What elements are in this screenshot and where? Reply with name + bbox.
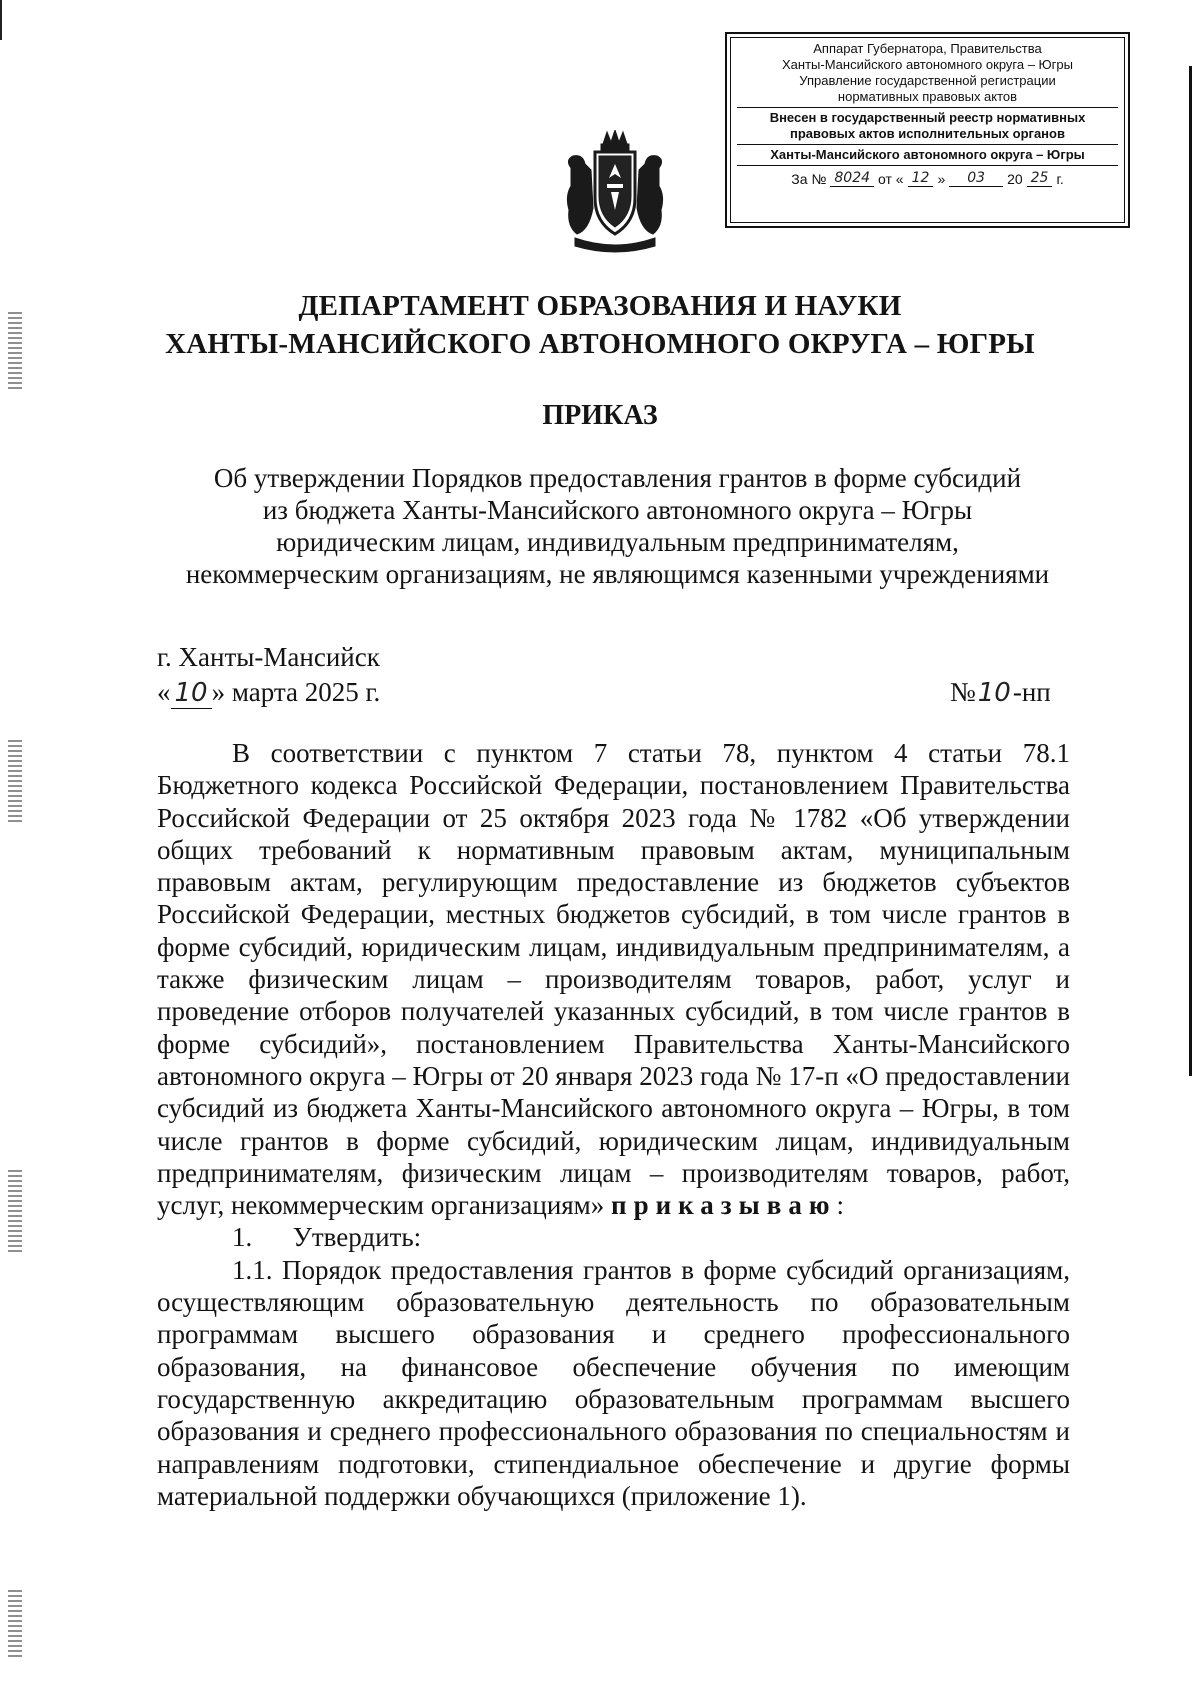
stamp-from-label: от « bbox=[878, 171, 904, 187]
department-heading bbox=[0, 287, 1200, 363]
stamp-date-line bbox=[731, 170, 1124, 187]
prikazyvayu-word: приказываю bbox=[611, 1190, 837, 1221]
date-open-quote: « bbox=[157, 677, 171, 707]
item-1-1-paragraph: 1.1. Порядок предоставления грантов в форме субсидий организациям, осуществляющим образовательную деятельность по образовательным программам высшего образования и среднего профессионального образования, на финансовое обеспечение обучения по имеющим государственную аккредитацию образовательным программам высшего образования и среднего профессионального образования по специальностям и направлениям подготовки, стипендиальное обеспечение и другие формы материальной поддержки обучающихся (приложение 1). bbox=[157, 1254, 1070, 1511]
subject-line: юридическим лицам, индивидуальным предпринимателям, bbox=[276, 527, 959, 557]
order-subject bbox=[150, 462, 1085, 590]
stamp-registry-line: правовых актов исполнительных органов bbox=[790, 126, 1065, 141]
stamp-month-value: 03 bbox=[949, 170, 1003, 187]
order-body bbox=[157, 737, 1070, 1512]
coat-of-arms-emblem bbox=[555, 130, 675, 258]
scan-right-edge-line bbox=[1189, 66, 1192, 1076]
preamble-colon: : bbox=[836, 1190, 844, 1221]
stamp-registry-line: Внесен в государственный реестр нормативных bbox=[769, 110, 1086, 125]
number-handwritten: 10 bbox=[977, 678, 1011, 708]
department-line: ХАНТЫ-МАНСИЙСКОГО АВТОНОМНОГО ОКРУГА – ЮГРЫ bbox=[165, 328, 1035, 360]
order-date bbox=[157, 677, 380, 708]
stamp-org-line: Управление государственной регистрации bbox=[799, 73, 1056, 88]
item-1-text: Утвердить: bbox=[292, 1222, 422, 1253]
stamp-inner-frame bbox=[730, 37, 1125, 223]
stamp-divider bbox=[737, 107, 1118, 108]
scan-mark bbox=[8, 1590, 22, 1660]
stamp-org-line: Аппарат Губернатора, Правительства bbox=[813, 41, 1042, 56]
stamp-day-close: » bbox=[937, 171, 946, 187]
date-rest: » марта 2025 г. bbox=[211, 677, 381, 707]
registration-stamp bbox=[725, 32, 1130, 228]
preamble-text: В соответствии с пунктом 7 статьи 78, пунктом 4 статьи 78.1 Бюджетного кодекса Российской Федерации, постановлением Правительства Российской Федерации от 25 октября 2023 года № 1782 «Об утверждении общих требований к нормативным правовым актам, муниципальным правовым актам, регулирующим предоставление из бюджетов субъектов Российской Федерации, местных бюджетов субсидий, в том числе грантов в форме субсидий, юридическим лицам, индивидуальным предпринимателям, а также физическим лицам – производителям товаров, работ, услуг и проведение отборов получателей указанных субсидий, в том числе грантов в форме субсидий», постановлением Правительства Ханты-Мансийского автономного округа – Югры от 20 января 2023 года № 17-п «О предоставлении субсидий из бюджета Ханты-Мансийского автономного округа – Югры, в том числе грантов в форме субсидий, юридическим лицам, индивидуальным предпринимателям, физическим лицам – производителям товаров, работ, услуг, некоммерческим организациям» bbox=[157, 738, 1070, 1221]
scan-mark bbox=[8, 740, 22, 825]
stamp-org-line: нормативных правовых актов bbox=[837, 89, 1018, 104]
stamp-year-prefix: 20 bbox=[1007, 171, 1023, 187]
stamp-divider bbox=[737, 165, 1118, 166]
department-line: ДЕПАРТАМЕНТ ОБРАЗОВАНИЯ И НАУКИ bbox=[298, 290, 902, 322]
order-number bbox=[950, 677, 1051, 708]
item-1-paragraph bbox=[157, 1221, 1070, 1253]
scan-mark bbox=[8, 1170, 22, 1255]
date-day-handwritten: 10 bbox=[171, 678, 212, 709]
stamp-year-suffix: г. bbox=[1056, 171, 1064, 187]
stamp-year-value: 25 bbox=[1027, 170, 1053, 187]
stamp-day-value: 12 bbox=[908, 170, 934, 187]
number-prefix: № bbox=[950, 677, 976, 707]
subject-line: из бюджета Ханты-Мансийского автономного округа – Югры bbox=[262, 495, 973, 525]
subject-line: Об утверждении Порядков предоставления грантов в форме субсидий bbox=[213, 463, 1022, 493]
stamp-num-label: За № bbox=[791, 171, 827, 187]
place-of-issue: г. Ханты-Мансийск bbox=[157, 642, 380, 672]
preamble-paragraph bbox=[157, 737, 1070, 1221]
subject-line: некоммерческим организациям, не являющимся казенными учреждениями bbox=[185, 559, 1050, 589]
item-1-number: 1. bbox=[232, 1222, 253, 1253]
stamp-divider bbox=[737, 144, 1118, 145]
order-title: ПРИКАЗ bbox=[542, 400, 658, 431]
stamp-num-value: 8024 bbox=[830, 170, 874, 187]
stamp-region-line: Ханты-Мансийского автономного округа – Югры bbox=[770, 147, 1085, 162]
stamp-org-line: Ханты-Мансийского автономного округа – Югры bbox=[781, 57, 1073, 72]
scan-edge-line bbox=[0, 0, 2, 40]
number-suffix: -нп bbox=[1012, 677, 1051, 707]
